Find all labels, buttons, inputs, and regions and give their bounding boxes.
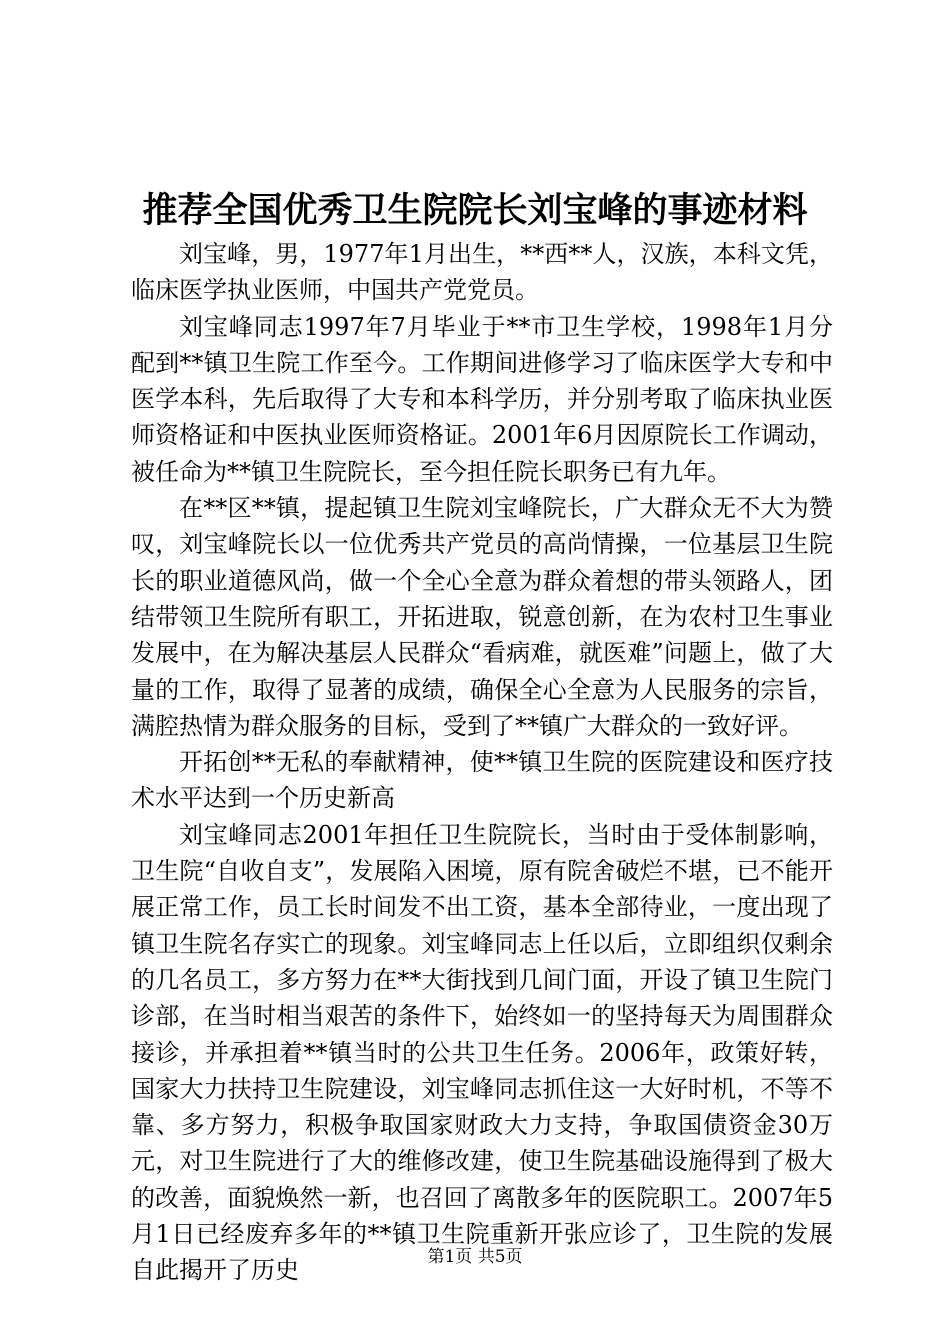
page-number: 第1页 共5页 (427, 1247, 523, 1267)
section-heading: 开拓创**无私的奉献精神，使**镇卫生院的医院建设和医疗技术水平达到一个历史新高 (131, 748, 833, 813)
document-body (131, 236, 833, 1289)
paragraph-praise: 在**区**镇，提起镇卫生院刘宝峰院长，广大群众无不大为赞叹，刘宝峰院长以一位优秀共产党员的高尚情操，一位基层卫生院长的职业道德风尚，做一个全心全意为群众着想的带头领路人，团结带领卫生院所有职工，开拓进取，锐意创新，在为农村卫生事业发展中，在为解决基层人民群众“看病难，就医难”问题上，做了大量的工作，取得了显著的成绩，确保全心全意为人民服务的宗旨，满腔热情为群众服务的目标，受到了**镇广大群众的一致好评。 (131, 494, 833, 740)
document-title: 推荐全国优秀卫生院院长刘宝峰的事迹材料 (142, 190, 808, 231)
paragraph-history: 刘宝峰同志2001年担任卫生院院长，当时由于受体制影响，卫生院“自收自支”，发展陷入困境，原有院舍破烂不堪，已不能开展正常工作，员工长时间发不出工资，基本全部待业，一度出现了镇卫生院名存实亡的现象。刘宝峰同志上任以后，立即组织仅剩余的几名员工，多方努力在**大街找到几间门面，开设了镇卫生院门诊部，在当时相当艰苦的条件下，始终如一的坚持每天为周围群众接诊，并承担着**镇当时的公共卫生任务。2006年，政策好转，国家大力扶持卫生院建设，刘宝峰同志抓住这一大好时机，不等不靠、多方努力，积极争取国家财政大力支持，争取国债资金30万元，对卫生院进行了大的维修改建，使卫生院基础设施得到了极大的改善，面貌焕然一新，也召回了离散多年的医院职工。2007年5月1日已经废弃多年的**镇卫生院重新开张应诊了，卫生院的发展自此揭开了历史 (131, 820, 833, 1285)
paragraph-career: 刘宝峰同志1997年7月毕业于**市卫生学校，1998年1月分配到**镇卫生院工作至今。工作期间进修学习了临床医学大专和中医学本科，先后取得了大专和本科学历，并分别考取了临床执业医师资格证和中医执业医师资格证。2001年6月因原院长工作调动，被任命为**镇卫生院院长，至今担任院长职务已有九年。 (131, 312, 833, 486)
paragraph-intro: 刘宝峰，男，1977年1月出生，**西**人，汉族，本科文凭，临床医学执业医师，中国共产党党员。 (131, 240, 833, 305)
